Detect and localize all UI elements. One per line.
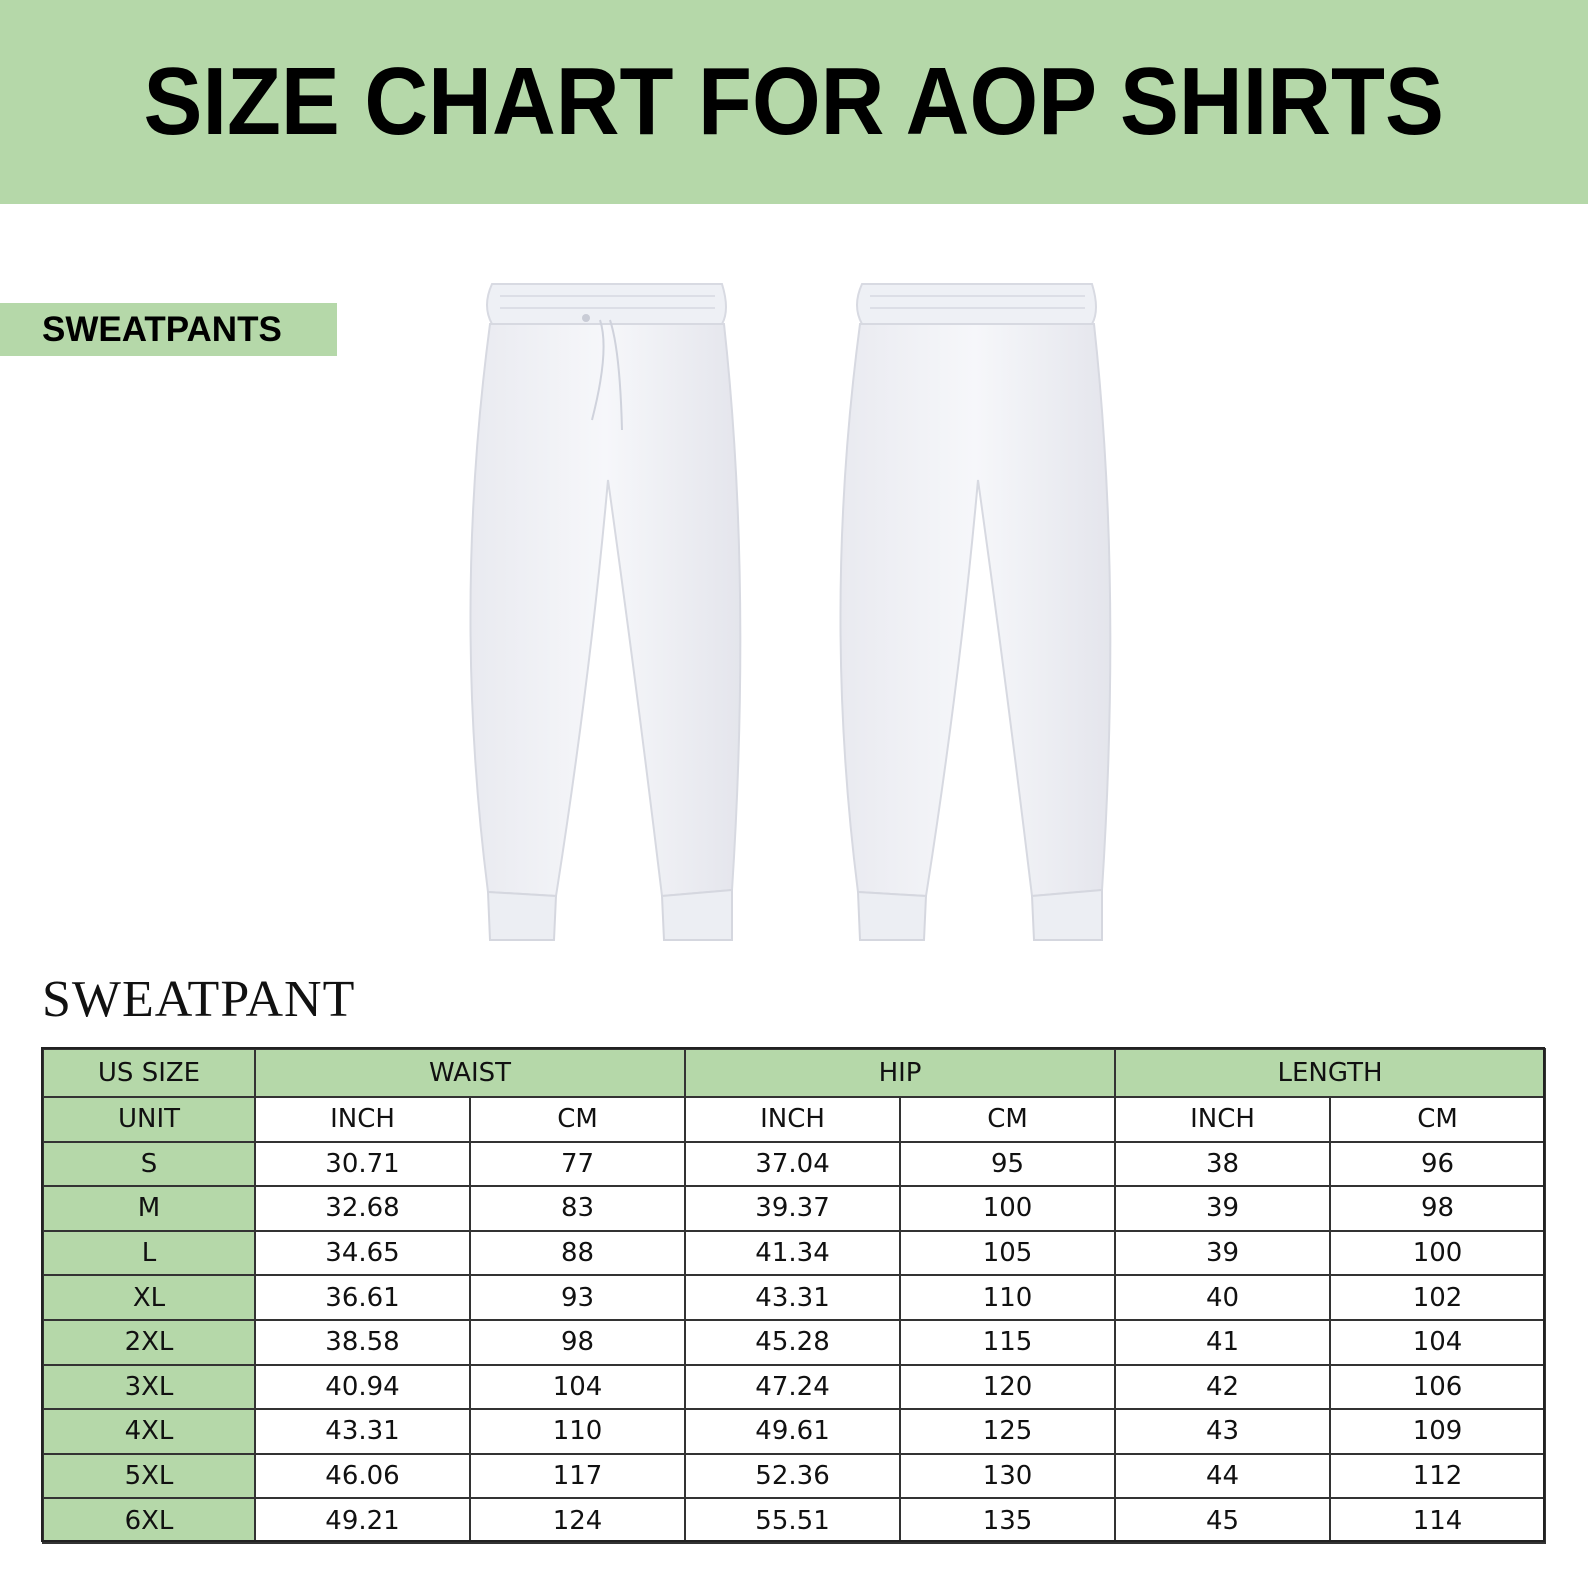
length-cm-cell: 104 xyxy=(1330,1320,1545,1365)
header-row xyxy=(43,1049,1545,1097)
table-row xyxy=(43,1320,1545,1365)
length-cm-cell: 96 xyxy=(1330,1142,1545,1187)
hip-inch-cell: 41.34 xyxy=(685,1231,900,1276)
hip-inch-cell: 43.31 xyxy=(685,1275,900,1320)
sweatpants-illustration xyxy=(460,280,1140,955)
size-cell: L xyxy=(43,1231,255,1276)
waist-cm-cell: 77 xyxy=(470,1142,685,1187)
page-title: SIZE CHART FOR AOP SHIRTS xyxy=(143,48,1445,155)
hip-inch-cell: 55.51 xyxy=(685,1498,900,1543)
hip-cm-cell: 135 xyxy=(900,1498,1115,1543)
table-row xyxy=(43,1409,1545,1454)
waist-inch-cell: 40.94 xyxy=(255,1365,470,1410)
size-cell: 6XL xyxy=(43,1498,255,1543)
length-inch-cell: 42 xyxy=(1115,1365,1330,1410)
table-row xyxy=(43,1142,1545,1187)
hip-inch-cell: 52.36 xyxy=(685,1454,900,1499)
hip-cm-cell: 105 xyxy=(900,1231,1115,1276)
waist-inch-cell: 49.21 xyxy=(255,1498,470,1543)
length-inch-cell: 39 xyxy=(1115,1231,1330,1276)
waist-cm-cell: 104 xyxy=(470,1365,685,1410)
header-waist: WAIST xyxy=(255,1049,685,1097)
length-cm-cell: 100 xyxy=(1330,1231,1545,1276)
hip-cm-cell: 130 xyxy=(900,1454,1115,1499)
hip-inch-cell: 49.61 xyxy=(685,1409,900,1454)
hip-inch-cell: 39.37 xyxy=(685,1186,900,1231)
table-row xyxy=(43,1454,1545,1499)
size-cell: M xyxy=(43,1186,255,1231)
waist-cm-cell: 98 xyxy=(470,1320,685,1365)
waist-inch-cell: 36.61 xyxy=(255,1275,470,1320)
waist-cm-cell: 83 xyxy=(470,1186,685,1231)
unit-label: UNIT xyxy=(43,1097,255,1142)
size-cell: XL xyxy=(43,1275,255,1320)
waist-cm-cell: 93 xyxy=(470,1275,685,1320)
unit-row xyxy=(43,1097,1545,1142)
size-cell: 3XL xyxy=(43,1365,255,1410)
table-row xyxy=(43,1231,1545,1276)
length-inch-cell: 44 xyxy=(1115,1454,1330,1499)
size-cell: S xyxy=(43,1142,255,1187)
waist-inch-cell: 38.58 xyxy=(255,1320,470,1365)
table-row xyxy=(43,1186,1545,1231)
length-cm-cell: 102 xyxy=(1330,1275,1545,1320)
size-cell: 4XL xyxy=(43,1409,255,1454)
hip-cm-cell: 120 xyxy=(900,1365,1115,1410)
section-label xyxy=(0,303,337,356)
waist-inch-cell: 32.68 xyxy=(255,1186,470,1231)
unit-hip-cm: CM xyxy=(900,1097,1115,1142)
length-inch-cell: 41 xyxy=(1115,1320,1330,1365)
unit-hip-inch: INCH xyxy=(685,1097,900,1142)
hip-inch-cell: 45.28 xyxy=(685,1320,900,1365)
header-us-size: US SIZE xyxy=(43,1049,255,1097)
table-row xyxy=(43,1498,1545,1543)
hip-cm-cell: 100 xyxy=(900,1186,1115,1231)
length-cm-cell: 112 xyxy=(1330,1454,1545,1499)
hip-inch-cell: 37.04 xyxy=(685,1142,900,1187)
length-cm-cell: 109 xyxy=(1330,1409,1545,1454)
title-banner xyxy=(0,0,1588,204)
header-length: LENGTH xyxy=(1115,1049,1545,1097)
length-cm-cell: 106 xyxy=(1330,1365,1545,1410)
table-row xyxy=(43,1275,1545,1320)
length-inch-cell: 38 xyxy=(1115,1142,1330,1187)
waist-cm-cell: 88 xyxy=(470,1231,685,1276)
hip-cm-cell: 110 xyxy=(900,1275,1115,1320)
size-cell: 2XL xyxy=(43,1320,255,1365)
unit-waist-cm: CM xyxy=(470,1097,685,1142)
hip-cm-cell: 95 xyxy=(900,1142,1115,1187)
table-row xyxy=(43,1365,1545,1410)
waist-cm-cell: 117 xyxy=(470,1454,685,1499)
waist-inch-cell: 43.31 xyxy=(255,1409,470,1454)
hip-cm-cell: 125 xyxy=(900,1409,1115,1454)
waist-inch-cell: 34.65 xyxy=(255,1231,470,1276)
length-inch-cell: 40 xyxy=(1115,1275,1330,1320)
size-table xyxy=(42,1048,1546,1544)
table-title: SWEATPANT xyxy=(42,971,356,1028)
unit-waist-inch: INCH xyxy=(255,1097,470,1142)
length-cm-cell: 98 xyxy=(1330,1186,1545,1231)
length-cm-cell: 114 xyxy=(1330,1498,1545,1543)
hip-cm-cell: 115 xyxy=(900,1320,1115,1365)
waist-inch-cell: 30.71 xyxy=(255,1142,470,1187)
sweatpants-front-icon xyxy=(470,284,740,940)
length-inch-cell: 39 xyxy=(1115,1186,1330,1231)
waist-cm-cell: 124 xyxy=(470,1498,685,1543)
unit-length-inch: INCH xyxy=(1115,1097,1330,1142)
length-inch-cell: 43 xyxy=(1115,1409,1330,1454)
size-cell: 5XL xyxy=(43,1454,255,1499)
section-label-text: SWEATPANTS xyxy=(42,309,282,349)
waist-cm-cell: 110 xyxy=(470,1409,685,1454)
header-hip: HIP xyxy=(685,1049,1115,1097)
sweatpants-back-icon xyxy=(840,284,1110,940)
waist-inch-cell: 46.06 xyxy=(255,1454,470,1499)
unit-length-cm: CM xyxy=(1330,1097,1545,1142)
length-inch-cell: 45 xyxy=(1115,1498,1330,1543)
hip-inch-cell: 47.24 xyxy=(685,1365,900,1410)
